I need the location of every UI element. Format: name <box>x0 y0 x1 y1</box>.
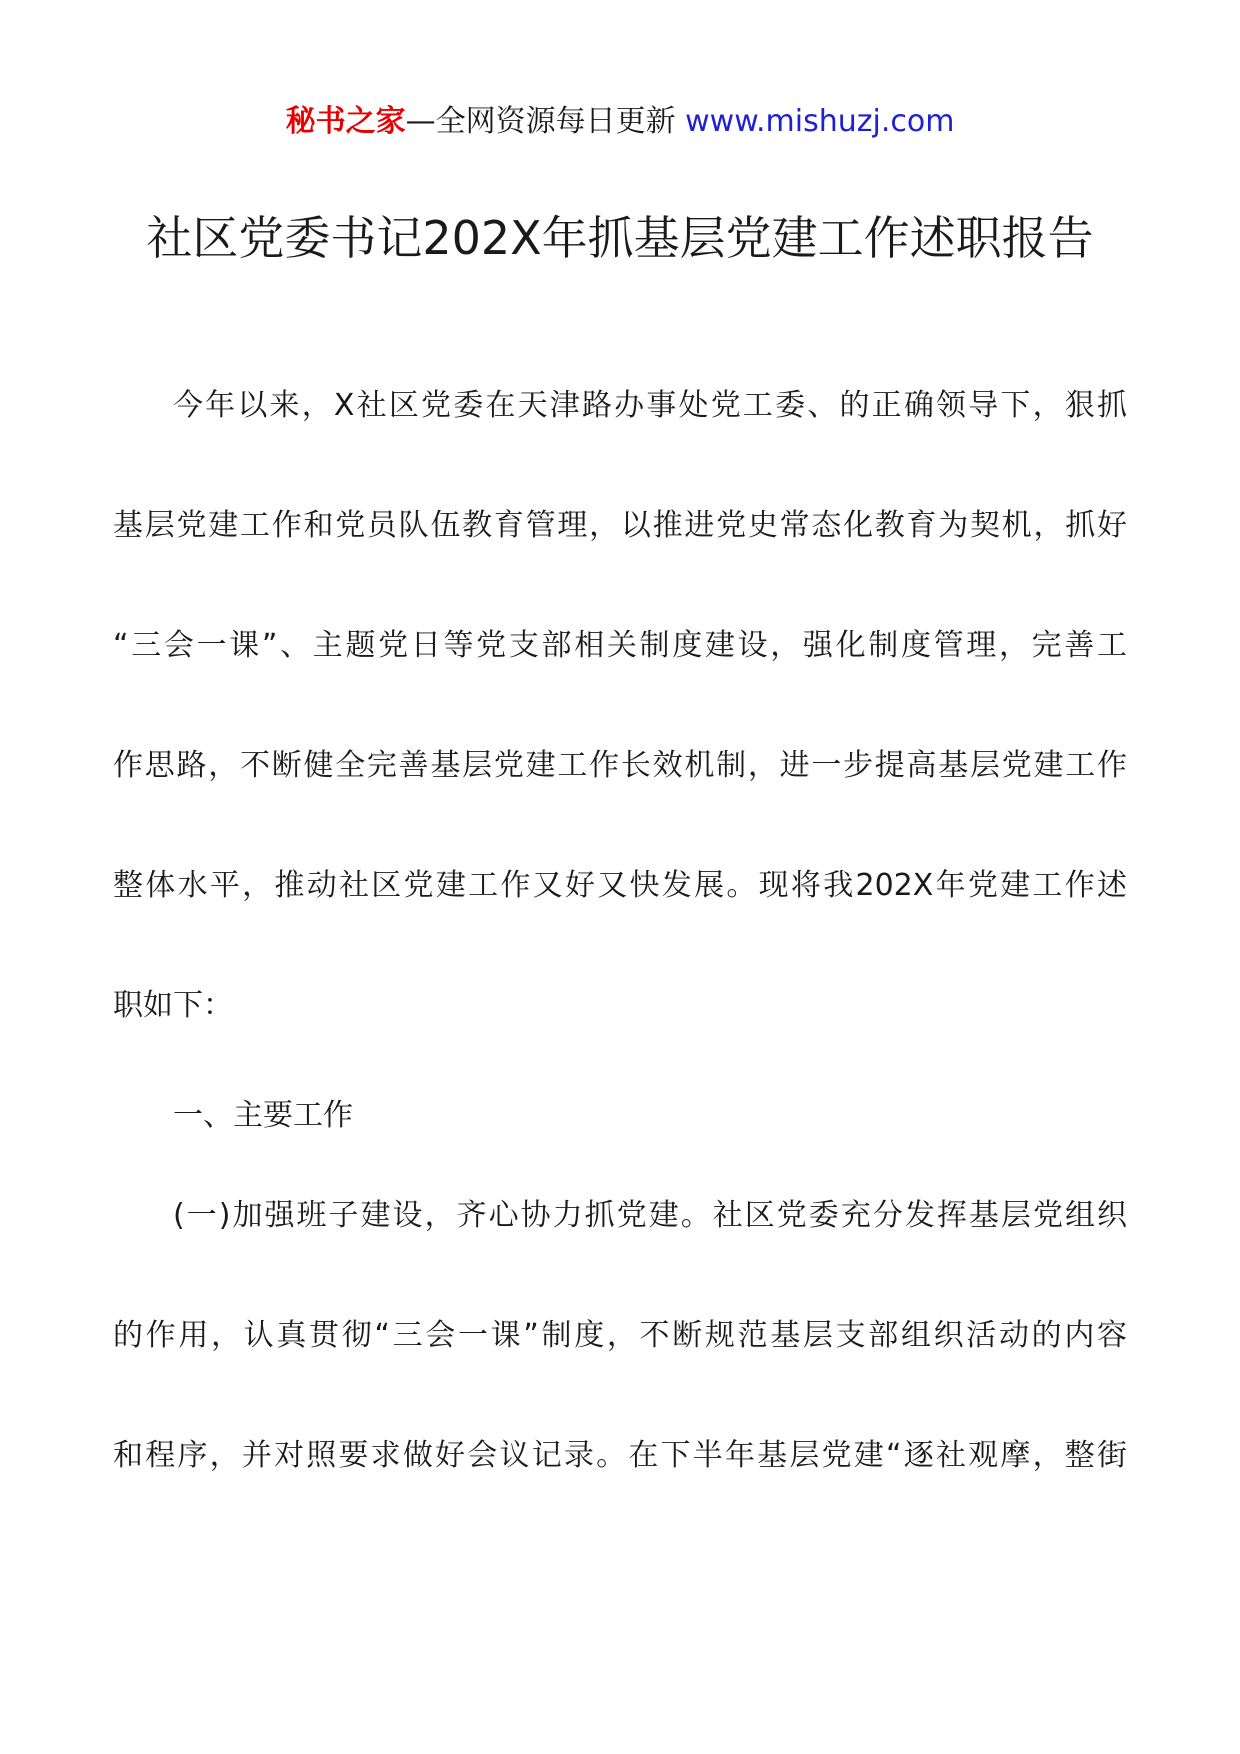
paragraph-line: 作思路，不断健全完善基层党建工作长效机制，进一步提高基层党建工作 <box>113 748 1127 783</box>
paragraph-line: “三会一课”、主题党日等党支部相关制度建设，强化制度管理，完善工 <box>113 628 1127 663</box>
paragraph-line: 整体水平，推动社区党建工作又好又快发展。现将我202X年党建工作述 <box>113 868 1127 903</box>
paragraph-line: 的作用，认真贯彻“三会一课”制度，不断规范基层支部组织活动的内容 <box>113 1318 1127 1353</box>
brand-name: 秘书之家 <box>285 104 406 139</box>
paragraph-line: 今年以来，X社区党委在天津路办事处党工委、的正确领导下，狠抓 <box>173 388 1127 423</box>
section-heading: 一、主要工作 <box>173 1098 353 1133</box>
paragraph-line: 职如下： <box>113 988 233 1023</box>
paragraph-line: 和程序，并对照要求做好会议记录。在下半年基层党建“逐社观摩，整街 <box>113 1438 1127 1473</box>
paragraph-line: 基层党建工作和党员队伍教育管理，以推进党史常态化教育为契机，抓好 <box>113 508 1127 543</box>
document-title: 社区党委书记202X年抓基层党建工作述职报告 <box>146 211 1094 265</box>
header-tagline: —全网资源每日更新 <box>405 104 676 139</box>
site-header <box>0 100 1240 144</box>
paragraph-line: (一)加强班子建设，齐心协力抓党建。社区党委充分发挥基层党组织 <box>173 1198 1127 1233</box>
site-url-link[interactable]: www.mishuzj.com <box>685 104 955 139</box>
